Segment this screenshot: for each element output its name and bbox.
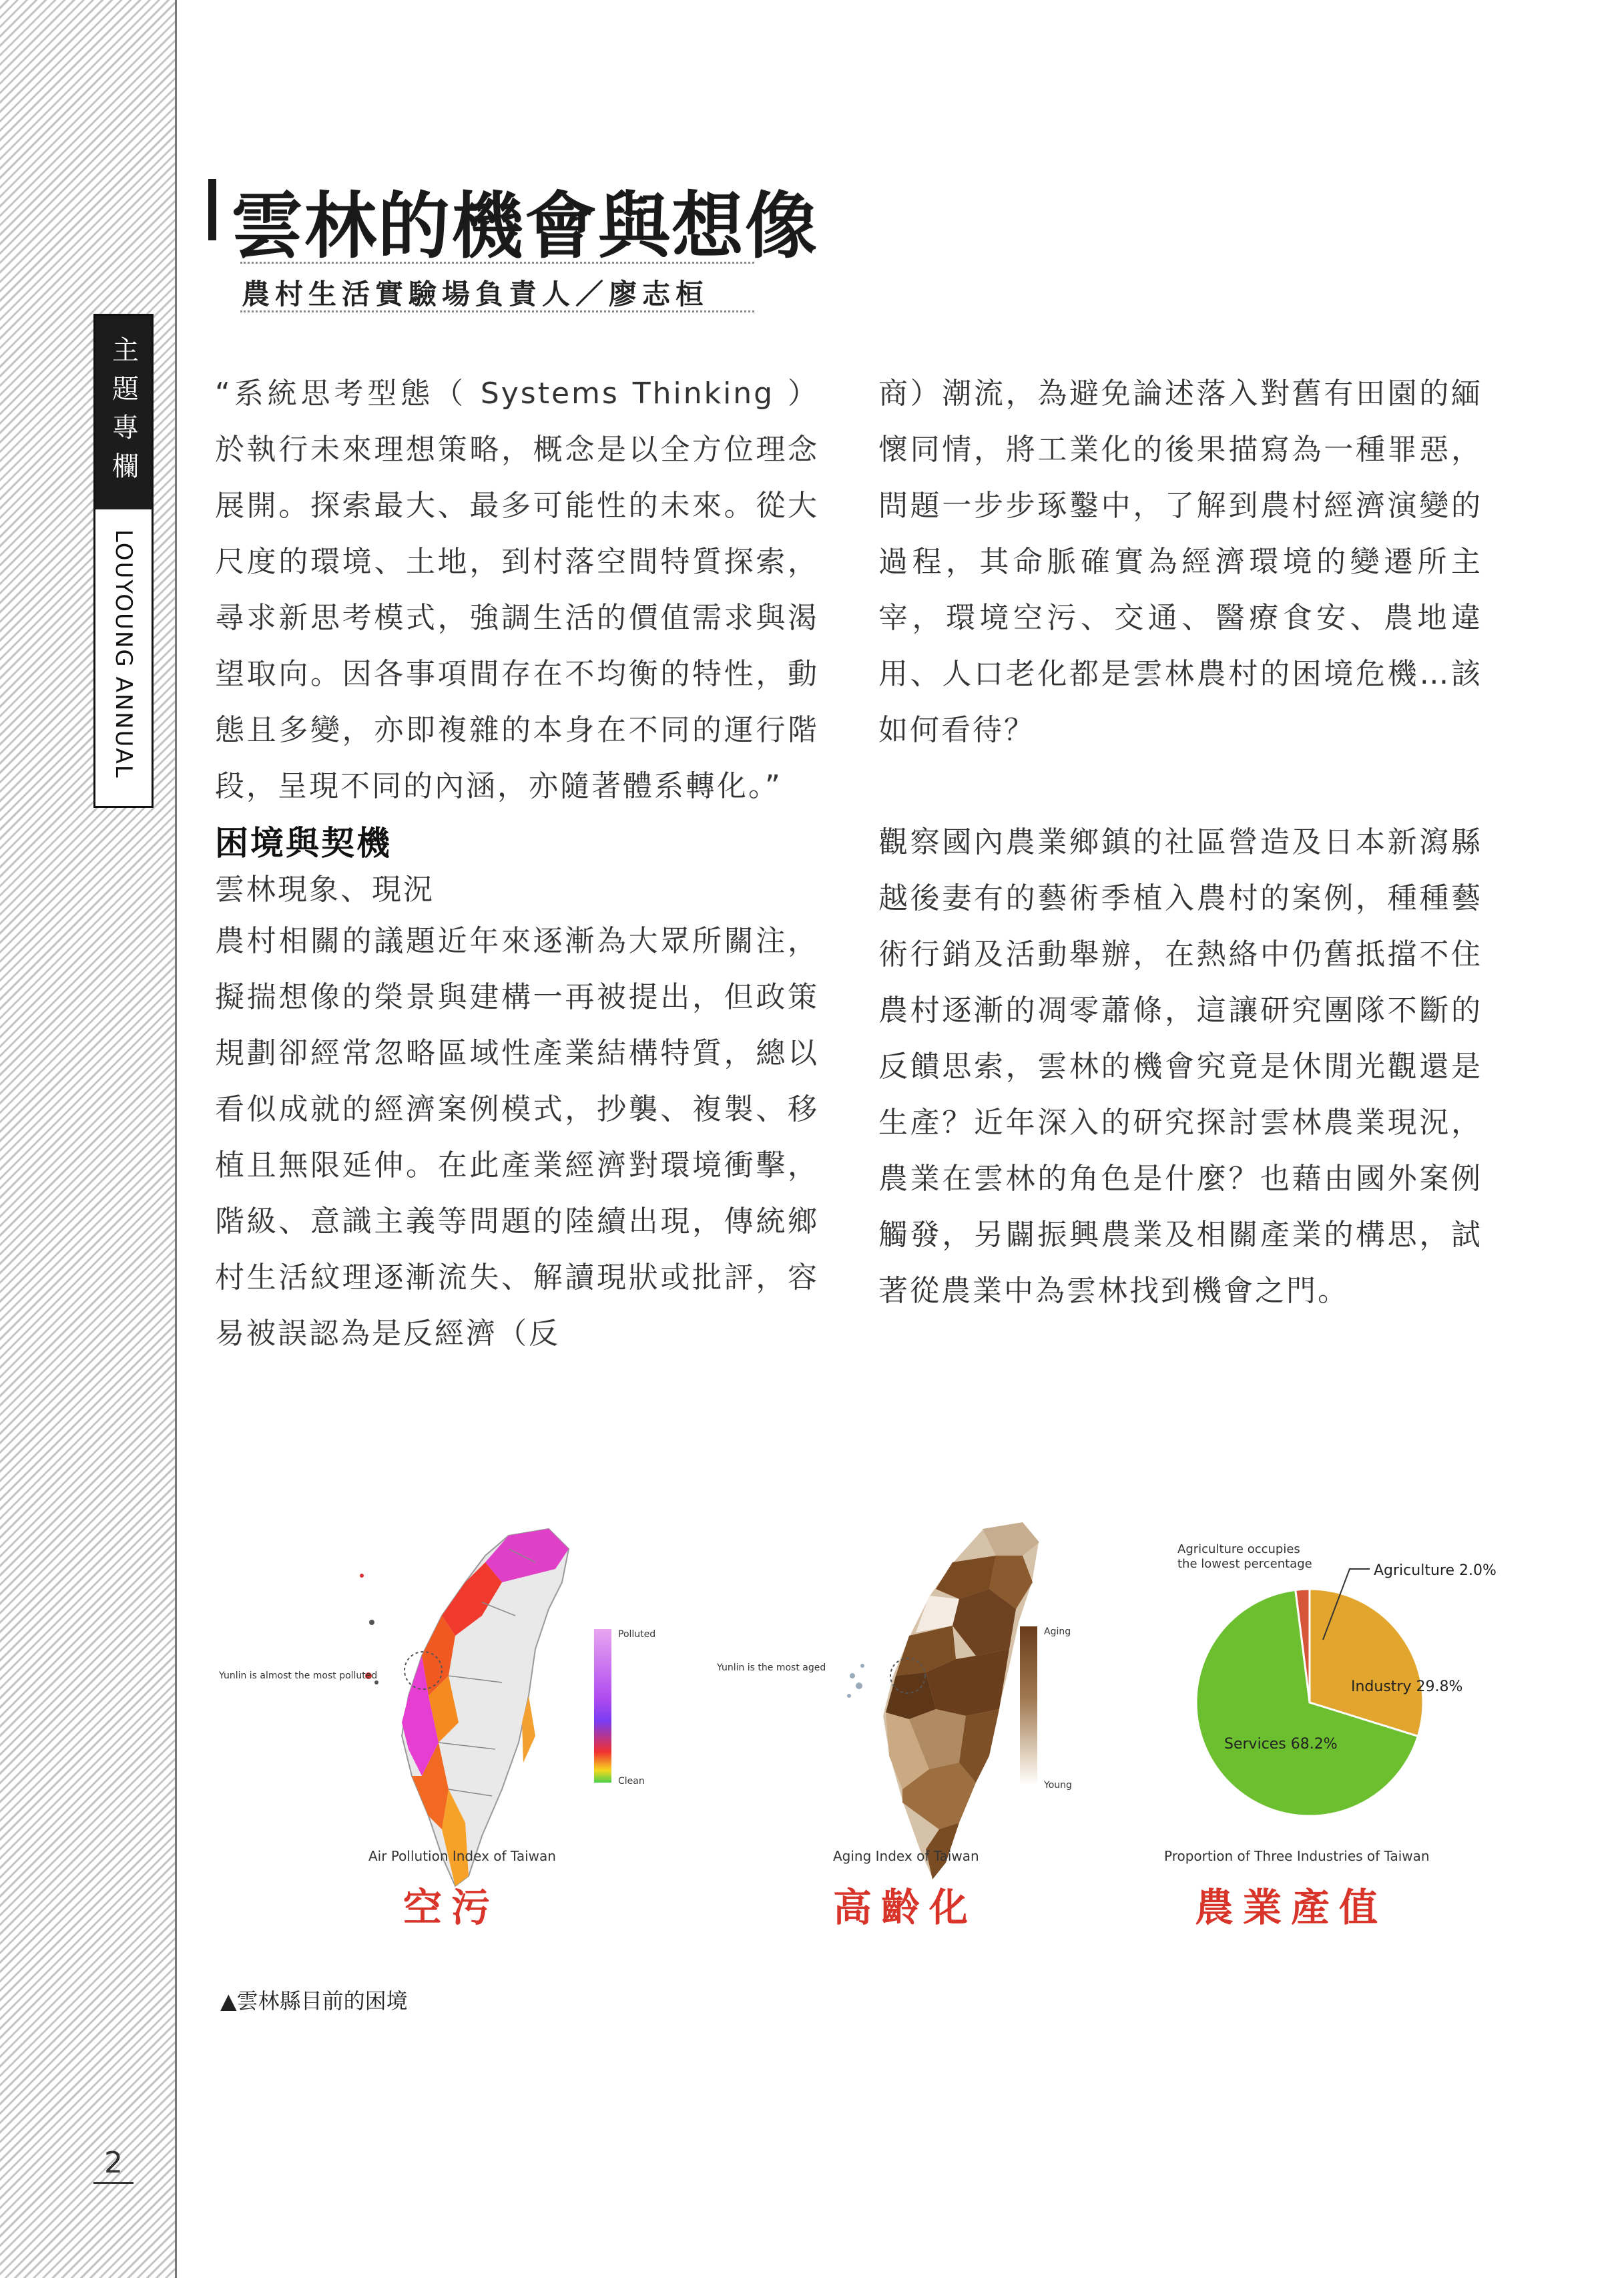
- section-heading: 困境與契機: [215, 824, 392, 863]
- title-accent-bar: [208, 179, 216, 240]
- pie-label-agriculture: Agriculture 2.0%: [1374, 1562, 1497, 1579]
- aging-legend-bar: [1020, 1626, 1037, 1785]
- aging-annotation: Yunlin is the most aged: [717, 1662, 826, 1673]
- pie-label-services: Services 68.2%: [1224, 1736, 1338, 1753]
- body-paragraph: 觀察國內農業鄉鎮的社區營造及日本新瀉縣越後妻有的藝術季植入農村的案例，種種藝術行銷及活動舉辦，在熱絡中仍舊抵擋不住農村逐漸的凋零蕭條，這讓研究團隊不斷的反饋思索，雲林的機會究竟是休閒光觀還是生產？近年深入的研究探討雲林農業現況，農業在雲林的角色是什麼？也藉由國外案例觸發，另闢振興農業及相關產業的構思，試著從農業中為雲林找到機會之門。: [878, 825, 1482, 1308]
- sidebar-divider: [175, 0, 177, 2278]
- quote-paragraph: “系統思考型態（ Systems Thinking ） 於執行未來理想策略，概念是以全方位理念展開。探索最大、最多可能性的未來。從大尺度的環境、土地，到村落空間特質探索，尋求新思考模式，強調生活的價值需求與渴望取向。因各事項間存在不均衡的特性，動態且多變，亦即複雜的本身在不同的運行階段，呈現不同的內涵，亦隨著體系轉化。”: [215, 377, 819, 803]
- industry-note-line1: Agriculture occupies: [1177, 1542, 1300, 1556]
- article-title: 雲林的機會與想像: [231, 184, 819, 268]
- aging-legend-high: Aging: [1044, 1626, 1071, 1637]
- pie-label-industry: Industry 29.8%: [1351, 1678, 1463, 1695]
- right-column: [878, 366, 1482, 1319]
- section-tab-dark: [95, 316, 152, 509]
- aging-map: [796, 1516, 1089, 1889]
- dotted-divider-top: [240, 262, 754, 264]
- pollution-annotation: Yunlin is almost the most polluted: [219, 1670, 378, 1681]
- section-tab: [93, 314, 154, 808]
- figure-strip: [208, 1516, 1503, 1983]
- pollution-label: 空污: [403, 1885, 500, 1930]
- pollution-legend-high: Polluted: [618, 1629, 656, 1640]
- article-author: 農村生活實驗場負責人／廖志桓: [242, 278, 710, 310]
- industry-note-line2: the lowest percentage: [1177, 1557, 1312, 1571]
- section-label: 主題專欄: [107, 336, 139, 491]
- aging-label: 高齡化: [833, 1885, 978, 1930]
- aging-legend-low: Young: [1044, 1780, 1072, 1791]
- industry-label: 農業產值: [1195, 1885, 1388, 1930]
- industry-caption: Proportion of Three Industries of Taiwan: [1164, 1848, 1430, 1864]
- body-paragraph: 農村相關的議題近年來逐漸為大眾所關注，擬揣想像的榮景與建構一再被提出，但政策規劃卻經常忽略區域性產業結構特質，總以看似成就的經濟案例模式，抄襲、複製、移植且無限延伸。在此產業經濟對環境衝擊，階級、意識主義等問題的陸續出現，傳統鄉村生活紋理逐漸流失、解讀現狀或批評，容易被誤認為是反經濟（反: [215, 924, 819, 1351]
- pollution-legend-bar: [594, 1629, 611, 1783]
- pollution-legend-low: Clean: [618, 1776, 645, 1787]
- industry-note: [1177, 1542, 1312, 1572]
- page-number: 2: [93, 2144, 133, 2184]
- dotted-divider-bottom: [240, 310, 754, 312]
- pollution-map: [348, 1522, 629, 1896]
- magazine-label: LOUYOUNG ANNUAL: [110, 529, 137, 779]
- left-column: [215, 366, 819, 1362]
- aging-caption: Aging Index of Taiwan: [833, 1848, 979, 1864]
- section-subheading: 雲林現象、現況: [215, 873, 435, 907]
- body-paragraph: 商）潮流，為避免論述落入對舊有田園的緬懷同情，將工業化的後果描寫為一種罪惡，問題一步步琢鑿中，了解到農村經濟演變的過程，其命脈確實為經濟環境的變遷所主宰，環境空污、交通、醫療食安、農地違用、人口老化都是雲林農村的困境危機…該如何看待？: [878, 377, 1482, 747]
- figure-bottom-caption: ▲雲林縣目前的困境: [220, 1988, 408, 2014]
- pollution-caption: Air Pollution Index of Taiwan: [368, 1848, 556, 1864]
